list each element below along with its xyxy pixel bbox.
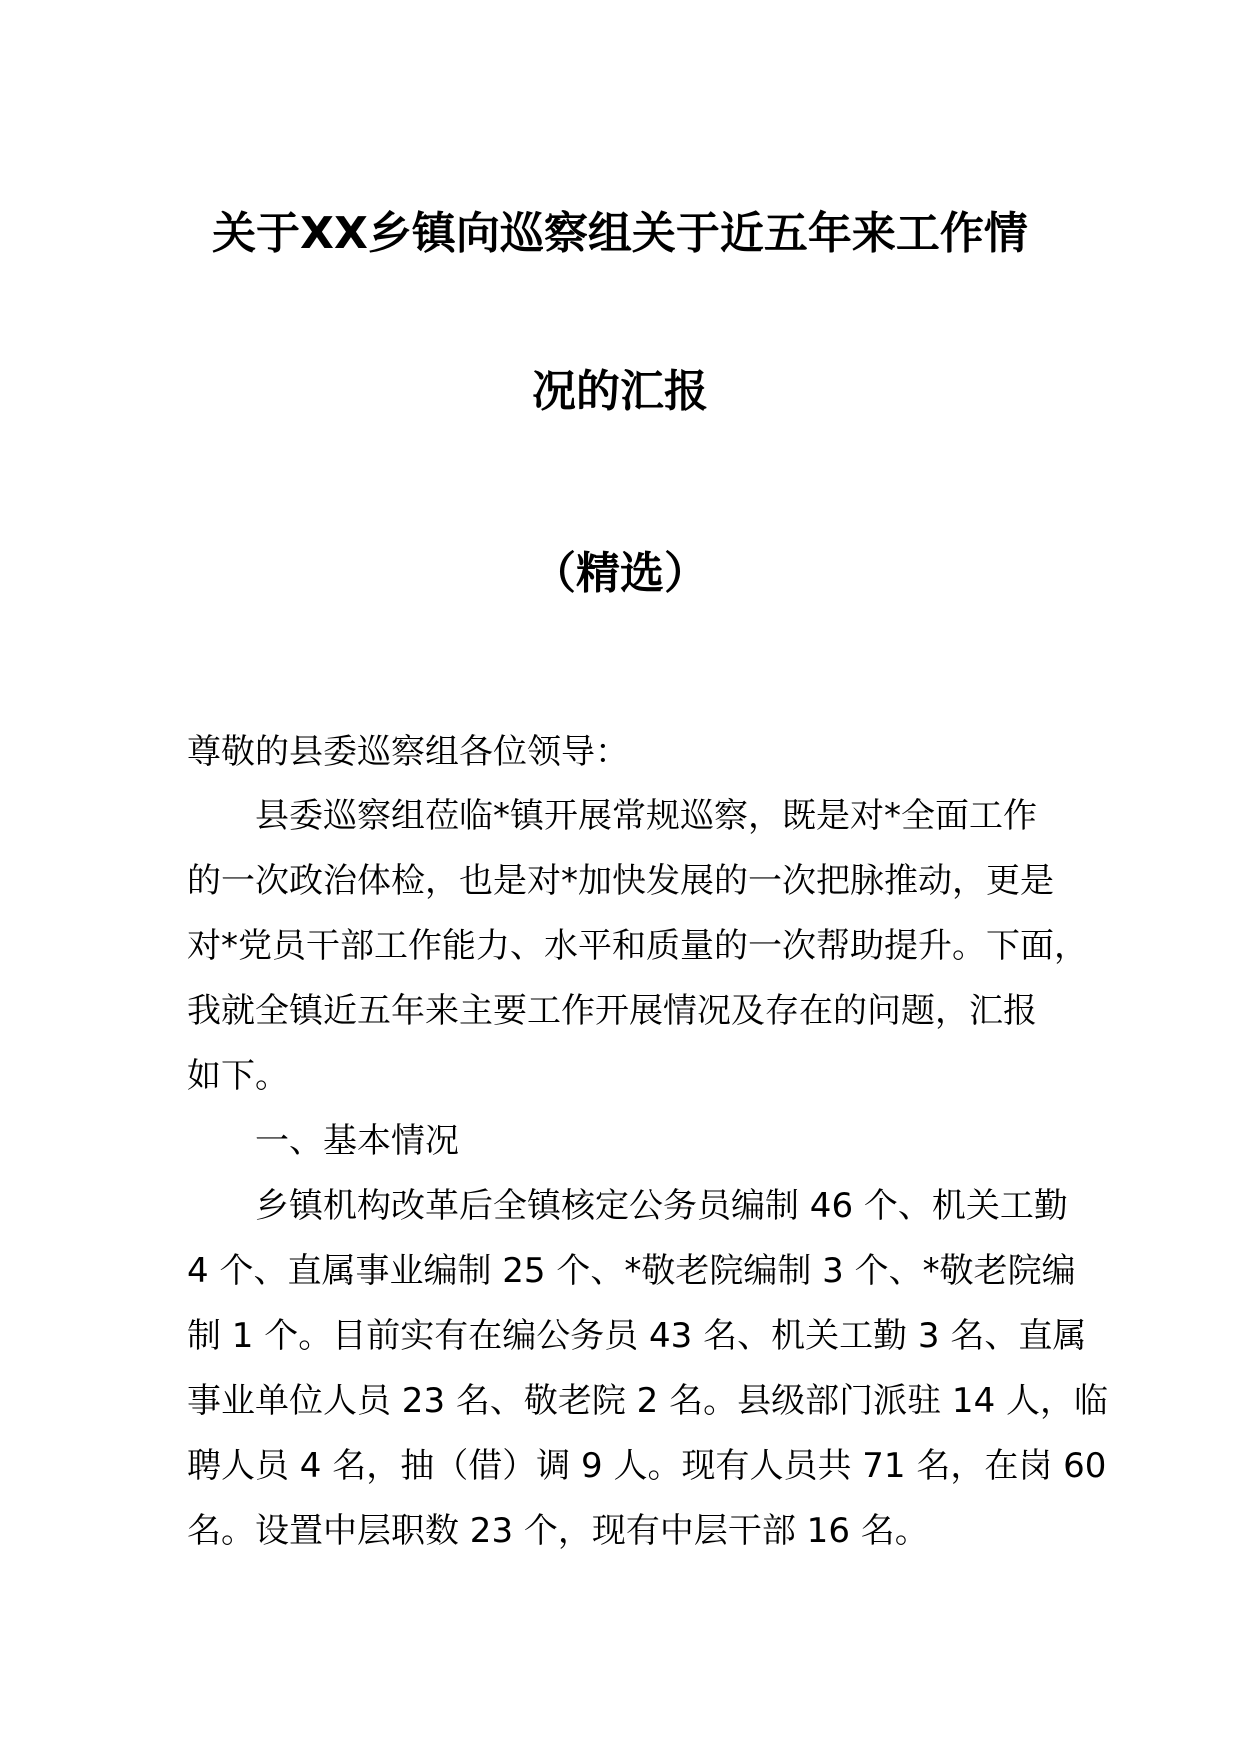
paragraph-1-line-5: 如下。 xyxy=(187,1056,289,1096)
paragraph-2-line-1: 乡镇机构改革后全镇核定公务员编制 46 个、机关工勤 xyxy=(255,1186,1068,1226)
paragraph-2-line-5: 聘人员 4 名，抽（借）调 9 人。现有人员共 71 名，在岗 60 xyxy=(187,1446,1107,1486)
paragraph-1-line-4: 我就全镇近五年来主要工作开展情况及存在的问题，汇报 xyxy=(187,991,1037,1031)
section-1-heading: 一、基本情况 xyxy=(255,1121,459,1161)
salutation: 尊敬的县委巡察组各位领导： xyxy=(187,732,629,772)
paragraph-1-line-1: 县委巡察组莅临*镇开展常规巡察，既是对*全面工作 xyxy=(255,796,1037,836)
paragraph-1-line-2: 的一次政治体检，也是对*加快发展的一次把脉推动，更是 xyxy=(187,861,1054,901)
paragraph-1-line-3: 对*党员干部工作能力、水平和质量的一次帮助提升。下面， xyxy=(187,926,1088,966)
document-title-line-2: 况的汇报 xyxy=(532,366,708,417)
paragraph-2-line-2: 4 个、直属事业编制 25 个、*敬老院编制 3 个、*敬老院编 xyxy=(187,1251,1076,1291)
paragraph-2-line-3: 制 1 个。目前实有在编公务员 43 名、机关工勤 3 名、直属 xyxy=(187,1316,1087,1356)
paragraph-2-line-6: 名。设置中层职数 23 个，现有中层干部 16 名。 xyxy=(187,1511,929,1551)
document-title-line-1: 关于XX乡镇向巡察组关于近五年来工作情 xyxy=(212,208,1028,259)
document-subtitle: （精选） xyxy=(532,548,708,599)
paragraph-2-line-4: 事业单位人员 23 名、敬老院 2 名。县级部门派驻 14 人，临 xyxy=(187,1381,1109,1421)
